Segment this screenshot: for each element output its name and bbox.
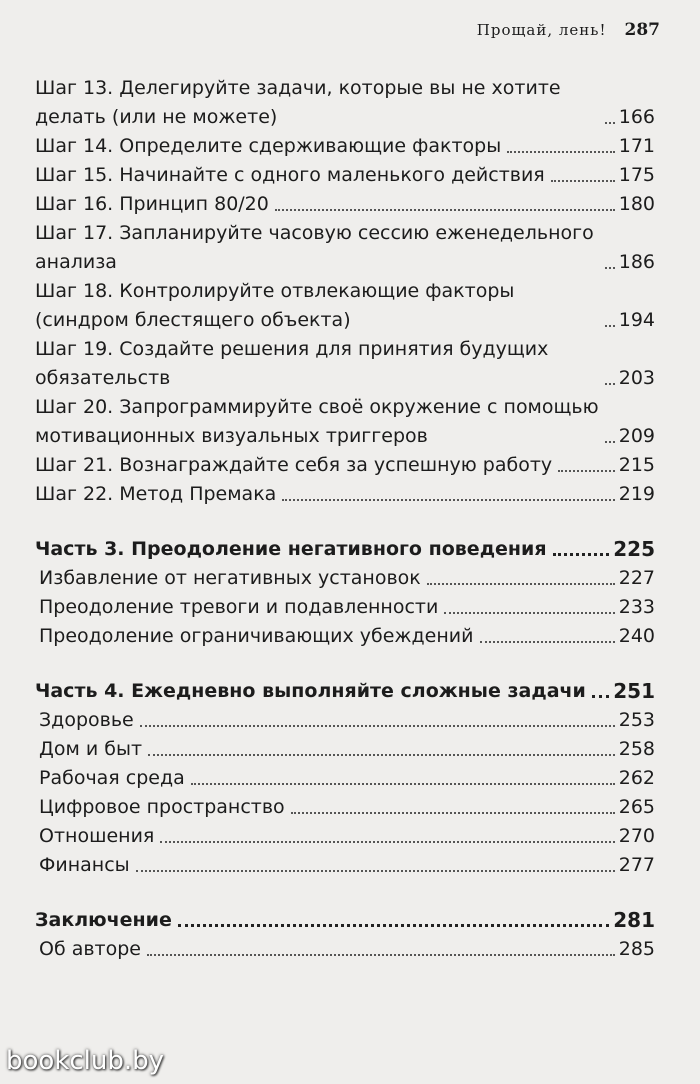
- toc-entry: [35, 793, 655, 822]
- running-header: [477, 20, 660, 40]
- toc-part-3-heading: [35, 535, 655, 564]
- toc-entry-title: Шаг 14. Определите сдерживающие факторы: [35, 135, 502, 157]
- toc-entry-title: Преодоление ограничивающих убеждений: [39, 625, 474, 647]
- dot-leader: [427, 583, 615, 585]
- toc-entry-step-21: [35, 451, 655, 480]
- dot-leader: [558, 470, 615, 472]
- toc-entry-page: 281: [613, 908, 655, 932]
- dot-leader: [282, 499, 614, 501]
- toc-entry-page: 180: [618, 193, 655, 215]
- page-number: 287: [624, 20, 660, 40]
- toc-entry-title: Дом и быт: [39, 738, 143, 760]
- toc-entry-title: Шаг 17. Запланируйте часовую сессию еженедельного анализа: [35, 222, 594, 273]
- toc-entry-page: 240: [618, 625, 655, 647]
- toc-entry-step-18: [35, 277, 655, 335]
- toc-entry-page: 262: [618, 767, 655, 789]
- toc-entry-page: 253: [618, 709, 655, 731]
- running-title: Прощай, лень!: [476, 21, 607, 39]
- section-spacer: [35, 509, 655, 535]
- toc-entry: [35, 564, 655, 593]
- toc-entry-step-19: [35, 335, 655, 393]
- toc-about-author: [35, 935, 655, 964]
- toc-entry-page: 265: [618, 796, 655, 818]
- toc-entry-page: 194: [618, 309, 655, 331]
- toc-entry-page: 171: [618, 135, 655, 157]
- dot-leader: [275, 209, 615, 211]
- toc-entry-title: Здоровье: [39, 709, 134, 731]
- toc-entry-title: Рабочая среда: [39, 767, 185, 789]
- toc-entry-title: Преодоление тревоги и подавленности: [39, 596, 439, 618]
- toc-entry-step-22: [35, 480, 655, 509]
- toc-entry-page: 285: [618, 938, 655, 960]
- toc-entry-page: 227: [618, 567, 655, 589]
- toc-entry-step-14: [35, 132, 655, 161]
- dot-leader: [592, 695, 609, 698]
- section-spacer: [35, 880, 655, 906]
- toc-entry-title: Шаг 18. Контролируйте отвлекающие факторы (синдром блестящего объекта): [35, 280, 515, 331]
- dot-leader: [605, 325, 615, 327]
- toc-entry: [35, 822, 655, 851]
- dot-leader: [605, 122, 615, 124]
- watermark: bookclub.by: [6, 1046, 165, 1076]
- section-spacer: [35, 651, 655, 677]
- dot-leader: [291, 812, 615, 814]
- toc-entry-page: 233: [618, 596, 655, 618]
- dot-leader: [147, 954, 615, 956]
- toc-entry-title: Шаг 19. Создайте решения для принятия будущих обязательств: [35, 338, 549, 389]
- toc-entry-title: Заключение: [35, 909, 172, 931]
- toc-entry-step-15: [35, 161, 655, 190]
- toc-entry: [35, 622, 655, 651]
- toc-entry-step-16: [35, 190, 655, 219]
- toc-entry: [35, 706, 655, 735]
- toc-entry-title: Шаг 20. Запрограммируйте своё окружение с помощью мотивационных визуальных триггеров: [35, 396, 599, 447]
- toc-entry-page: 215: [618, 454, 655, 476]
- dot-leader: [140, 725, 615, 727]
- toc-entry-title: Шаг 21. Вознаграждайте себя за успешную работу: [35, 454, 553, 476]
- toc-entry: [35, 764, 655, 793]
- toc-entry-step-20: [35, 393, 655, 451]
- toc-entry-title: Цифровое пространство: [39, 796, 285, 818]
- toc-entry-title: Отношения: [39, 825, 155, 847]
- toc-part-title: Часть 4. Ежедневно выполняйте сложные задачи: [35, 680, 586, 702]
- toc-entry-title: Избавление от негативных установок: [39, 567, 421, 589]
- dot-leader: [551, 180, 615, 182]
- toc-entry-page: 219: [618, 483, 655, 505]
- toc-entry-title: Об авторе: [39, 938, 141, 960]
- dot-leader: [553, 553, 610, 556]
- dot-leader: [605, 267, 615, 269]
- dot-leader: [148, 754, 615, 756]
- toc-entry-title: Шаг 22. Метод Премака: [35, 483, 277, 505]
- toc-part-page: 225: [613, 537, 655, 561]
- toc-entry-title: Шаг 15. Начинайте с одного маленького действия: [35, 164, 545, 186]
- dot-leader: [136, 870, 615, 872]
- toc-entry: [35, 735, 655, 764]
- toc-entry-page: 166: [618, 106, 655, 128]
- toc-entry-page: 186: [618, 251, 655, 273]
- toc-entry-page: 175: [618, 164, 655, 186]
- toc-part-4-heading: [35, 677, 655, 706]
- toc-entry-page: 209: [618, 425, 655, 447]
- dot-leader: [178, 924, 609, 927]
- dot-leader: [444, 612, 614, 614]
- toc-entry-title: Шаг 16. Принцип 80/20: [35, 193, 269, 215]
- toc-entry-title: Финансы: [39, 854, 130, 876]
- dot-leader: [480, 641, 615, 643]
- toc-entry: [35, 851, 655, 880]
- table-of-contents: [35, 74, 655, 964]
- dot-leader: [507, 151, 615, 153]
- toc-entry-page: 270: [618, 825, 655, 847]
- toc-entry-page: 258: [618, 738, 655, 760]
- toc-conclusion: [35, 906, 655, 935]
- toc-entry-page: 203: [618, 367, 655, 389]
- dot-leader: [191, 783, 615, 785]
- toc-part-page: 251: [613, 679, 655, 703]
- toc-part-title: Часть 3. Преодоление негативного поведения: [35, 538, 547, 560]
- toc-entry-page: 277: [618, 854, 655, 876]
- toc-entry-step-13: [35, 74, 655, 132]
- dot-leader: [160, 841, 614, 843]
- toc-entry: [35, 593, 655, 622]
- toc-entry-title: Шаг 13. Делегируйте задачи, которые вы не хотите делать (или не можете): [35, 77, 561, 128]
- dot-leader: [605, 383, 615, 385]
- dot-leader: [605, 441, 615, 443]
- toc-entry-step-17: [35, 219, 655, 277]
